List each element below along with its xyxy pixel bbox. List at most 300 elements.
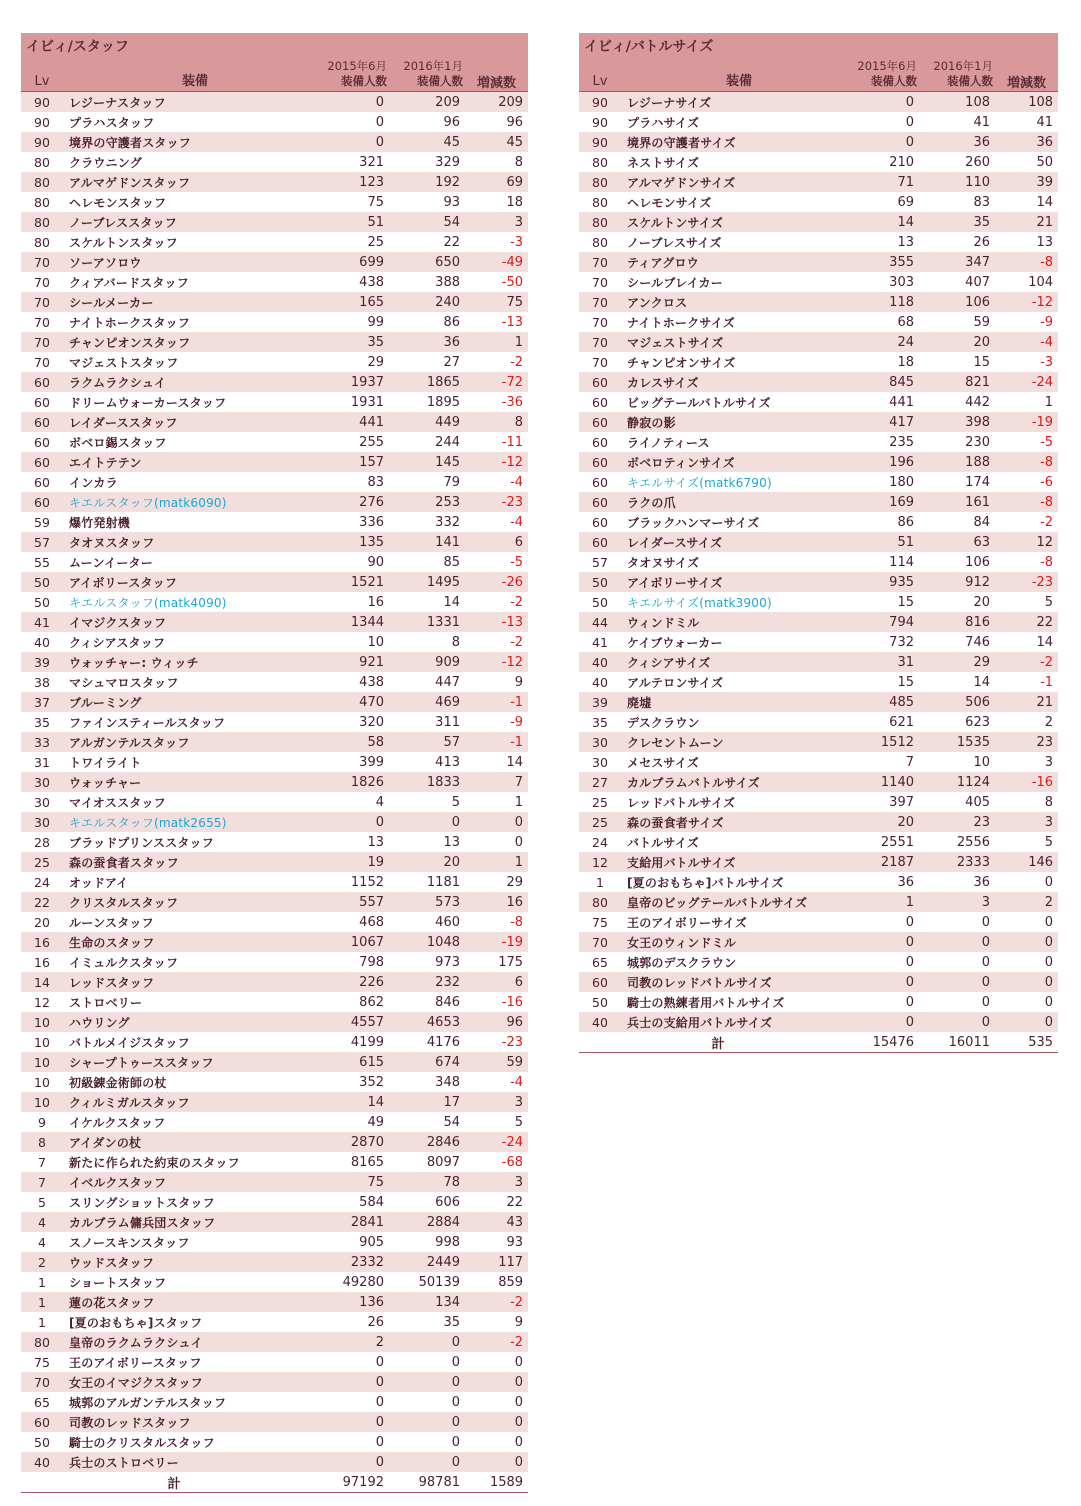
change-value: 12 (995, 532, 1058, 552)
change-value: -2 (465, 352, 528, 372)
lv-cell: 60 (579, 392, 621, 412)
equip-name: レジーナスタッフ (63, 92, 327, 113)
count-2016-01: 0 (919, 952, 995, 972)
count-2016-01: 469 (389, 692, 465, 712)
header-2016-01-date: 2016年1月 (933, 59, 993, 73)
count-2016-01: 41 (919, 112, 995, 132)
equip-name: アンクロス (621, 292, 857, 312)
table-row (21, 1372, 528, 1392)
count-2015-06: 441 (327, 412, 389, 432)
count-2016-01: 54 (389, 212, 465, 232)
change-value: 16 (465, 892, 528, 912)
table-row (21, 132, 528, 152)
table-row (579, 592, 1058, 612)
count-2016-01: 623 (919, 712, 995, 732)
table-row (21, 1312, 528, 1332)
count-2015-06: 13 (857, 232, 919, 252)
count-2015-06: 157 (327, 452, 389, 472)
change-value: -5 (995, 432, 1058, 452)
count-2015-06: 2 (327, 1332, 389, 1352)
equip-name: ブラックハンマーサイズ (621, 512, 857, 532)
lv-cell: 12 (21, 992, 63, 1012)
change-value: 859 (465, 1272, 528, 1292)
change-value: -19 (995, 412, 1058, 432)
table-row (579, 672, 1058, 692)
count-2015-06: 19 (327, 852, 389, 872)
change-value: 146 (995, 852, 1058, 872)
equip-name: [夏のおもちゃ]バトルサイズ (621, 872, 857, 892)
table-title: イビィ/バトルサイズ (579, 33, 1058, 59)
lv-cell: 33 (21, 732, 63, 752)
count-2016-01: 0 (389, 1432, 465, 1452)
count-2015-06: 0 (857, 92, 919, 113)
table-row (21, 1332, 528, 1352)
change-value: 6 (465, 972, 528, 992)
table-row (579, 212, 1058, 232)
change-value: -3 (465, 232, 528, 252)
total-row (579, 1032, 1058, 1053)
count-2015-06: 123 (327, 172, 389, 192)
equip-name: カルブラム傭兵団スタッフ (63, 1212, 327, 1232)
lv-cell: 59 (21, 512, 63, 532)
table-row (579, 372, 1058, 392)
count-2016-01: 1833 (389, 772, 465, 792)
equip-name: メセスサイズ (621, 752, 857, 772)
count-2015-06: 14 (327, 1092, 389, 1112)
count-2015-06: 438 (327, 272, 389, 292)
lv-cell: 57 (579, 552, 621, 572)
table-row (21, 1032, 528, 1052)
count-2016-01: 110 (919, 172, 995, 192)
table-row (579, 172, 1058, 192)
lv-cell: 1 (21, 1292, 63, 1312)
equip-name: クラウニング (63, 152, 327, 172)
change-value: 3 (995, 752, 1058, 772)
table-row (21, 1352, 528, 1372)
lv-cell: 80 (21, 212, 63, 232)
table-row (579, 572, 1058, 592)
change-value: 0 (465, 1432, 528, 1452)
count-2015-06: 468 (327, 912, 389, 932)
table-row (21, 692, 528, 712)
count-2015-06: 1 (857, 892, 919, 912)
count-2016-01: 134 (389, 1292, 465, 1312)
count-2015-06: 0 (857, 972, 919, 992)
count-2016-01: 311 (389, 712, 465, 732)
count-2015-06: 4 (327, 792, 389, 812)
equip-name: 司教のレッドバトルサイズ (621, 972, 857, 992)
table-row (21, 1012, 528, 1032)
count-2016-01: 13 (389, 832, 465, 852)
change-value: -2 (465, 632, 528, 652)
equip-name: スリングショットスタッフ (63, 1192, 327, 1212)
header-lv: Lv (21, 59, 63, 92)
table-row (579, 492, 1058, 512)
count-2015-06: 485 (857, 692, 919, 712)
change-value: 93 (465, 1232, 528, 1252)
count-2016-01: 2884 (389, 1212, 465, 1232)
change-value: -19 (465, 932, 528, 952)
change-value: 209 (465, 92, 528, 113)
header-equip: 装備 (63, 59, 327, 92)
equip-name: 城郭のデスクラウン (621, 952, 857, 972)
equip-name: ボベロティンサイズ (621, 452, 857, 472)
lv-cell: 70 (21, 252, 63, 272)
lv-cell: 14 (21, 972, 63, 992)
count-2016-01: 15 (919, 352, 995, 372)
change-value: 22 (995, 612, 1058, 632)
count-2015-06: 169 (857, 492, 919, 512)
lv-cell: 9 (21, 1112, 63, 1132)
lv-cell: 22 (21, 892, 63, 912)
count-2016-01: 4176 (389, 1032, 465, 1052)
count-2016-01: 650 (389, 252, 465, 272)
count-2016-01: 36 (919, 132, 995, 152)
count-2016-01: 188 (919, 452, 995, 472)
count-2015-06: 0 (857, 912, 919, 932)
equip-name: アイボリーサイズ (621, 572, 857, 592)
count-2015-06: 0 (327, 1392, 389, 1412)
equip-name: 爆竹発射機 (63, 512, 327, 532)
count-2015-06: 0 (327, 1452, 389, 1472)
table-row (21, 892, 528, 912)
table-row (579, 132, 1058, 152)
count-2016-01: 78 (389, 1172, 465, 1192)
lv-cell: 60 (579, 512, 621, 532)
table-row (21, 712, 528, 732)
count-2016-01: 398 (919, 412, 995, 432)
table-row (21, 992, 528, 1012)
count-2016-01: 447 (389, 672, 465, 692)
lv-cell: 30 (21, 792, 63, 812)
table-row (21, 1392, 528, 1412)
lv-cell: 39 (579, 692, 621, 712)
change-value: 43 (465, 1212, 528, 1232)
equip-name: チャンピオンサイズ (621, 352, 857, 372)
change-value: -23 (465, 1032, 528, 1052)
count-2016-01: 3 (919, 892, 995, 912)
lv-cell: 60 (579, 972, 621, 992)
lv-cell: 50 (21, 1432, 63, 1452)
lv-cell: 10 (21, 1072, 63, 1092)
lv-cell: 57 (21, 532, 63, 552)
count-2016-01: 506 (919, 692, 995, 712)
count-2016-01: 106 (919, 552, 995, 572)
equip-name: レイダーススタッフ (63, 412, 327, 432)
change-value: 2 (995, 892, 1058, 912)
count-2016-01: 909 (389, 652, 465, 672)
table-row (21, 252, 528, 272)
count-2015-06: 438 (327, 672, 389, 692)
count-2016-01: 405 (919, 792, 995, 812)
equip-name: スケルトンサイズ (621, 212, 857, 232)
table-row (21, 912, 528, 932)
change-value: 39 (995, 172, 1058, 192)
table-row (21, 1052, 528, 1072)
count-2016-01: 460 (389, 912, 465, 932)
count-2015-06: 86 (857, 512, 919, 532)
table-row (579, 512, 1058, 532)
lv-cell: 90 (579, 92, 621, 113)
count-2015-06: 165 (327, 292, 389, 312)
header-2015-06-sub: 装備人数 (871, 74, 917, 88)
count-2016-01: 84 (919, 512, 995, 532)
lv-cell: 80 (579, 212, 621, 232)
equip-name: ウッドスタッフ (63, 1252, 327, 1272)
change-value: 8 (465, 152, 528, 172)
change-value: -8 (995, 552, 1058, 572)
lv-cell: 90 (21, 132, 63, 152)
lv-cell: 40 (21, 1452, 63, 1472)
table-row (21, 1252, 528, 1272)
count-2016-01: 1124 (919, 772, 995, 792)
table-row (579, 332, 1058, 352)
equip-name: 騎士の熟練者用バトルサイズ (621, 992, 857, 1012)
equip-name: シールブレイカー (621, 272, 857, 292)
change-value: -50 (465, 272, 528, 292)
table-title: イビィ/スタッフ (21, 33, 528, 59)
change-value: 3 (995, 812, 1058, 832)
equip-name: チャンピオンスタッフ (63, 332, 327, 352)
count-2015-06: 75 (327, 192, 389, 212)
count-2015-06: 699 (327, 252, 389, 272)
equip-name: カレスサイズ (621, 372, 857, 392)
count-2015-06: 0 (857, 1012, 919, 1032)
equip-name: デスクラウン (621, 712, 857, 732)
lv-cell: 24 (579, 832, 621, 852)
lv-cell: 50 (21, 592, 63, 612)
change-value: 1 (995, 392, 1058, 412)
lv-cell: 80 (21, 232, 63, 252)
lv-cell: 90 (21, 112, 63, 132)
total-change: 535 (995, 1032, 1058, 1053)
change-value: -12 (995, 292, 1058, 312)
lv-cell: 75 (579, 912, 621, 932)
table-row (21, 372, 528, 392)
count-2015-06: 7 (857, 752, 919, 772)
change-value: -9 (465, 712, 528, 732)
count-2016-01: 23 (919, 812, 995, 832)
change-value: 50 (995, 152, 1058, 172)
lv-cell: 24 (21, 872, 63, 892)
count-2015-06: 29 (327, 352, 389, 372)
equip-name: [夏のおもちゃ]スタッフ (63, 1312, 327, 1332)
equip-name: 境界の守護者スタッフ (63, 132, 327, 152)
count-2016-01: 54 (389, 1112, 465, 1132)
count-2015-06: 0 (857, 112, 919, 132)
equip-name: ブラッドプリンススタッフ (63, 832, 327, 852)
table-row (21, 832, 528, 852)
count-2016-01: 20 (919, 592, 995, 612)
equip-name: ビッグテールバトルサイズ (621, 392, 857, 412)
table-row (21, 472, 528, 492)
lv-cell: 40 (579, 672, 621, 692)
count-2015-06: 0 (327, 92, 389, 113)
equip-name: バトルサイズ (621, 832, 857, 852)
table-row (21, 392, 528, 412)
count-2015-06: 320 (327, 712, 389, 732)
count-2015-06: 1931 (327, 392, 389, 412)
table-row (21, 792, 528, 812)
count-2016-01: 912 (919, 572, 995, 592)
count-2015-06: 2551 (857, 832, 919, 852)
change-value: 22 (465, 1192, 528, 1212)
table-row (21, 1132, 528, 1152)
count-2016-01: 0 (919, 912, 995, 932)
equip-name: 兵士のストロベリー (63, 1452, 327, 1472)
table-row (579, 532, 1058, 552)
count-2015-06: 4557 (327, 1012, 389, 1032)
lv-cell: 10 (21, 1032, 63, 1052)
lv-cell: 30 (21, 772, 63, 792)
lv-cell: 75 (21, 1352, 63, 1372)
change-value: -8 (995, 252, 1058, 272)
staff-table (21, 33, 528, 1493)
change-value: -12 (465, 652, 528, 672)
header-2016-01-date: 2016年1月 (403, 59, 463, 73)
lv-cell: 70 (579, 292, 621, 312)
total-label: 計 (579, 1032, 857, 1053)
equip-name: ティアグロウ (621, 252, 857, 272)
change-value: 69 (465, 172, 528, 192)
header-change: 増減数 (465, 59, 528, 92)
change-value: 8 (995, 792, 1058, 812)
count-2016-01: 253 (389, 492, 465, 512)
equip-name: 司教のレッドスタッフ (63, 1412, 327, 1432)
change-value: -36 (465, 392, 528, 412)
count-2015-06: 557 (327, 892, 389, 912)
table-row (579, 232, 1058, 252)
count-2015-06: 2841 (327, 1212, 389, 1232)
count-2016-01: 746 (919, 632, 995, 652)
equip-name: レジーナサイズ (621, 92, 857, 113)
header-change: 増減数 (995, 59, 1058, 92)
equip-name: ソーアソロウ (63, 252, 327, 272)
count-2015-06: 15 (857, 592, 919, 612)
count-2015-06: 862 (327, 992, 389, 1012)
count-2016-01: 22 (389, 232, 465, 252)
table-row (579, 352, 1058, 372)
equip-name: 初級錬金術師の杖 (63, 1072, 327, 1092)
change-value: -24 (465, 1132, 528, 1152)
table-row (579, 1012, 1058, 1032)
change-value: -26 (465, 572, 528, 592)
change-value: -13 (465, 312, 528, 332)
count-2015-06: 18 (857, 352, 919, 372)
count-2016-01: 106 (919, 292, 995, 312)
count-2015-06: 24 (857, 332, 919, 352)
lv-cell: 80 (21, 172, 63, 192)
lv-cell: 60 (21, 412, 63, 432)
change-value: 8 (465, 412, 528, 432)
equip-name: ムーンイーター (63, 552, 327, 572)
change-value: 23 (995, 732, 1058, 752)
table-row (21, 972, 528, 992)
lv-cell: 60 (579, 532, 621, 552)
lv-cell: 12 (579, 852, 621, 872)
table-row (579, 932, 1058, 952)
table-row (579, 972, 1058, 992)
equip-name: ノーブレスサイズ (621, 232, 857, 252)
lv-cell: 50 (579, 572, 621, 592)
count-2015-06: 49 (327, 1112, 389, 1132)
count-2016-01: 86 (389, 312, 465, 332)
count-2016-01: 79 (389, 472, 465, 492)
count-2015-06: 0 (327, 1412, 389, 1432)
equip-name: レッドバトルサイズ (621, 792, 857, 812)
count-2015-06: 2332 (327, 1252, 389, 1272)
table-row (579, 812, 1058, 832)
equip-name: プラハサイズ (621, 112, 857, 132)
lv-cell: 37 (21, 692, 63, 712)
equip-name: レッドスタッフ (63, 972, 327, 992)
lv-cell: 7 (21, 1152, 63, 1172)
equip-name: シールメーカー (63, 292, 327, 312)
equip-name: ナイトホークサイズ (621, 312, 857, 332)
count-2015-06: 25 (327, 232, 389, 252)
table-row (579, 772, 1058, 792)
lv-cell: 40 (21, 632, 63, 652)
equip-name: 騎士のクリスタルスタッフ (63, 1432, 327, 1452)
lv-cell: 41 (21, 612, 63, 632)
header-2016-01-sub: 装備人数 (417, 74, 463, 88)
count-2015-06: 10 (327, 632, 389, 652)
equip-name: ノーブレススタッフ (63, 212, 327, 232)
count-2016-01: 0 (919, 1012, 995, 1032)
equip-name: 新たに作られた約束のスタッフ (63, 1152, 327, 1172)
count-2015-06: 196 (857, 452, 919, 472)
count-2016-01: 0 (919, 992, 995, 1012)
equip-name: ショートスタッフ (63, 1272, 327, 1292)
equip-name: プラハスタッフ (63, 112, 327, 132)
equip-name: キエルスタッフ(matk6090) (63, 492, 327, 512)
change-value: 45 (465, 132, 528, 152)
change-value: -4 (465, 1072, 528, 1092)
table-row (21, 872, 528, 892)
lv-cell: 35 (21, 712, 63, 732)
equip-name: 静寂の影 (621, 412, 857, 432)
table-row (21, 192, 528, 212)
table-row (21, 292, 528, 312)
count-2015-06: 0 (857, 992, 919, 1012)
table-row (579, 612, 1058, 632)
count-2015-06: 210 (857, 152, 919, 172)
lv-cell: 1 (579, 872, 621, 892)
lv-cell: 41 (579, 632, 621, 652)
equip-name: ライノティース (621, 432, 857, 452)
count-2015-06: 0 (327, 132, 389, 152)
count-2016-01: 244 (389, 432, 465, 452)
count-2016-01: 10 (919, 752, 995, 772)
header-2015-06-sub: 装備人数 (341, 74, 387, 88)
change-value: 21 (995, 212, 1058, 232)
lv-cell: 70 (21, 292, 63, 312)
count-2015-06: 49280 (327, 1272, 389, 1292)
count-2016-01: 27 (389, 352, 465, 372)
change-value: -23 (465, 492, 528, 512)
count-2016-01: 230 (919, 432, 995, 452)
change-value: 175 (465, 952, 528, 972)
lv-cell: 70 (579, 272, 621, 292)
count-2015-06: 58 (327, 732, 389, 752)
table-row (21, 452, 528, 472)
lv-cell: 16 (21, 932, 63, 952)
equip-name: 蓮の花スタッフ (63, 1292, 327, 1312)
count-2016-01: 192 (389, 172, 465, 192)
table-row (21, 772, 528, 792)
count-2015-06: 90 (327, 552, 389, 572)
lv-cell: 65 (579, 952, 621, 972)
